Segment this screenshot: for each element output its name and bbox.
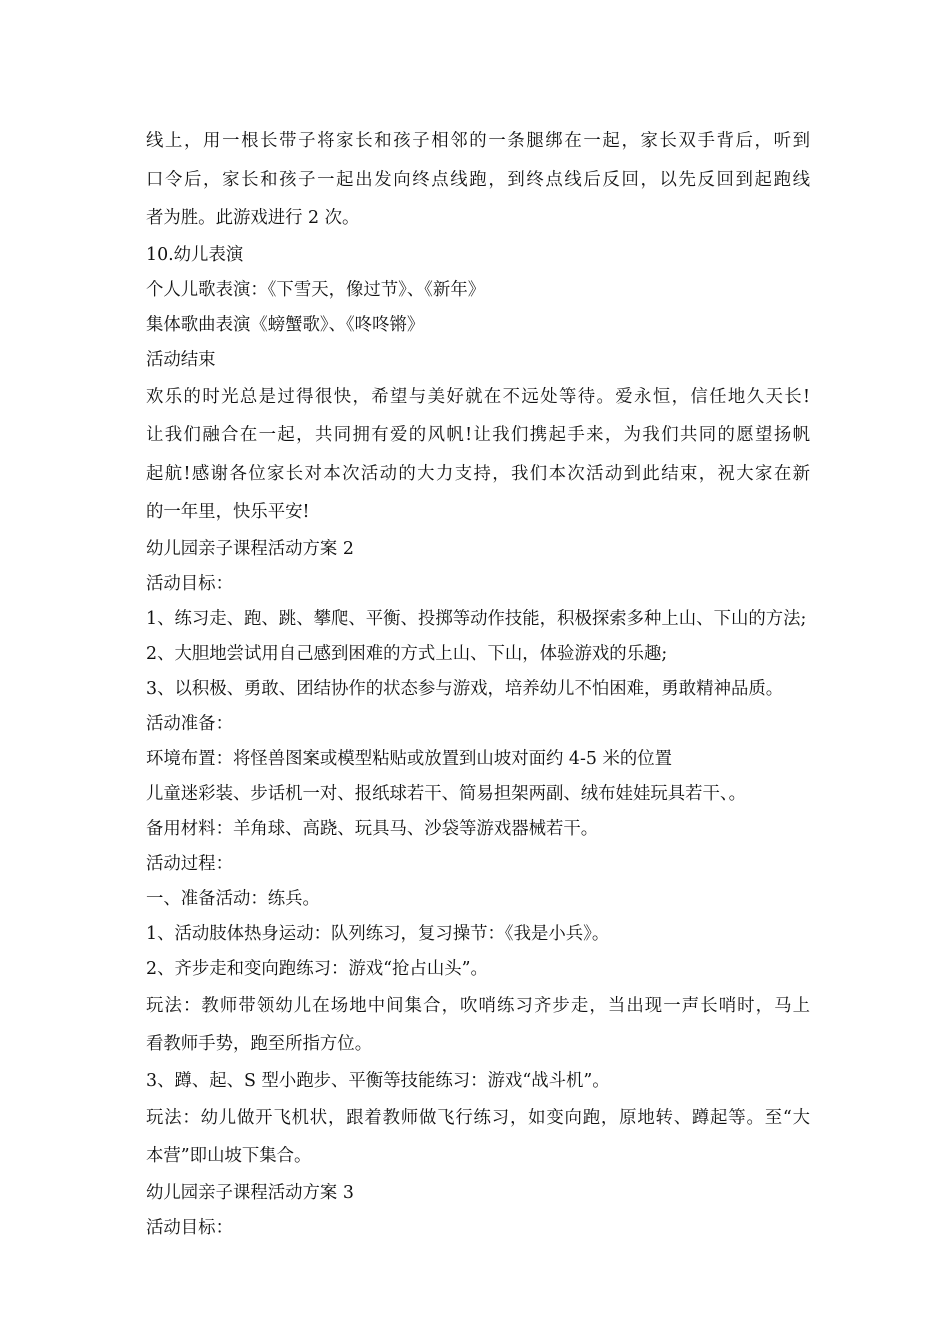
paragraph-game-rules xyxy=(146,122,810,238)
text-line: 欢乐的时光总是过得很快，希望与美好就在不远处等待。爱永恒，信任地久天长! xyxy=(146,386,810,407)
list-item: 1、练习走、跑、跳、攀爬、平衡、投掷等动作技能，积极探索多种上山、下山的方法; xyxy=(146,608,807,629)
text-line: 玩法：幼儿做开飞机状，跟着教师做飞行练习，如变向跑，原地转、蹲起等。至“大 xyxy=(146,1107,810,1128)
section-heading: 活动过程： xyxy=(146,853,233,874)
list-item: 2、大胆地尝试用自己感到困难的方式上山、下山，体验游戏的乐趣; xyxy=(146,643,668,664)
section-heading: 10.幼儿表演 xyxy=(146,244,244,265)
text-line: 本营”即山坡下集合。 xyxy=(146,1146,312,1166)
paragraph-gameplay-1 xyxy=(146,987,810,1064)
text-line: 起航!感谢各位家长对本次活动的大力支持，我们本次活动到此结束，祝大家在新 xyxy=(146,463,810,484)
text-line: 儿童迷彩装、步话机一对、报纸球若干、简易担架两副、绒布娃娃玩具若干、。 xyxy=(146,783,746,804)
text-line: 的一年里，快乐平安! xyxy=(146,502,310,522)
plan-title: 幼儿园亲子课程活动方案 2 xyxy=(146,538,354,559)
text-line: 口令后，家长和孩子一起出发向终点线跑，到终点线后反回，以先反回到起跑线 xyxy=(146,169,810,190)
section-heading: 活动目标： xyxy=(146,1217,233,1238)
text-line: 个人儿歌表演：《下雪天，像过节》、《新年》 xyxy=(146,279,486,300)
document-body xyxy=(146,122,810,1246)
list-item: 1、活动肢体热身运动：队列练习，复习操节：《我是小兵》。 xyxy=(146,923,610,944)
list-item: 3、蹲、起、S 型小跑步、平衡等技能练习：游戏“战斗机”。 xyxy=(146,1070,610,1091)
text-line: 让我们融合在一起，共同拥有爱的风帆!让我们携起手来，为我们共同的愿望扬帆 xyxy=(146,425,810,445)
section-heading: 活动准备： xyxy=(146,713,233,734)
text-line: 者为胜。此游戏进行 2 次。 xyxy=(146,208,360,228)
text-line: 备用材料：羊角球、高跷、玩具马、沙袋等游戏器械若干。 xyxy=(146,818,599,839)
text-line: 线上，用一根长带子将家长和孩子相邻的一条腿绑在一起，家长双手背后，听到 xyxy=(146,131,810,151)
text-line: 集体歌曲表演《螃蟹歌》、《咚咚锵》 xyxy=(146,314,425,335)
text-line: 环境布置：将怪兽图案或模型粘贴或放置到山坡对面约 4-5 米的位置 xyxy=(146,748,673,769)
paragraph-gameplay-2 xyxy=(146,1099,810,1176)
section-heading: 活动结束 xyxy=(146,349,216,370)
list-item: 2、齐步走和变向跑练习：游戏“抢占山头”。 xyxy=(146,958,488,979)
section-heading: 活动目标： xyxy=(146,573,233,594)
plan-title: 幼儿园亲子课程活动方案 3 xyxy=(146,1182,354,1203)
text-line: 看教师手势，跑至所指方位。 xyxy=(146,1034,373,1054)
paragraph-closing-speech xyxy=(146,378,810,532)
text-line: 一、准备活动：练兵。 xyxy=(146,888,320,909)
list-item: 3、以积极、勇敢、团结协作的状态参与游戏，培养幼儿不怕困难，勇敢精神品质。 xyxy=(146,678,784,699)
text-line: 玩法：教师带领幼儿在场地中间集合，吹哨练习齐步走，当出现一声长哨时，马上 xyxy=(146,995,810,1016)
